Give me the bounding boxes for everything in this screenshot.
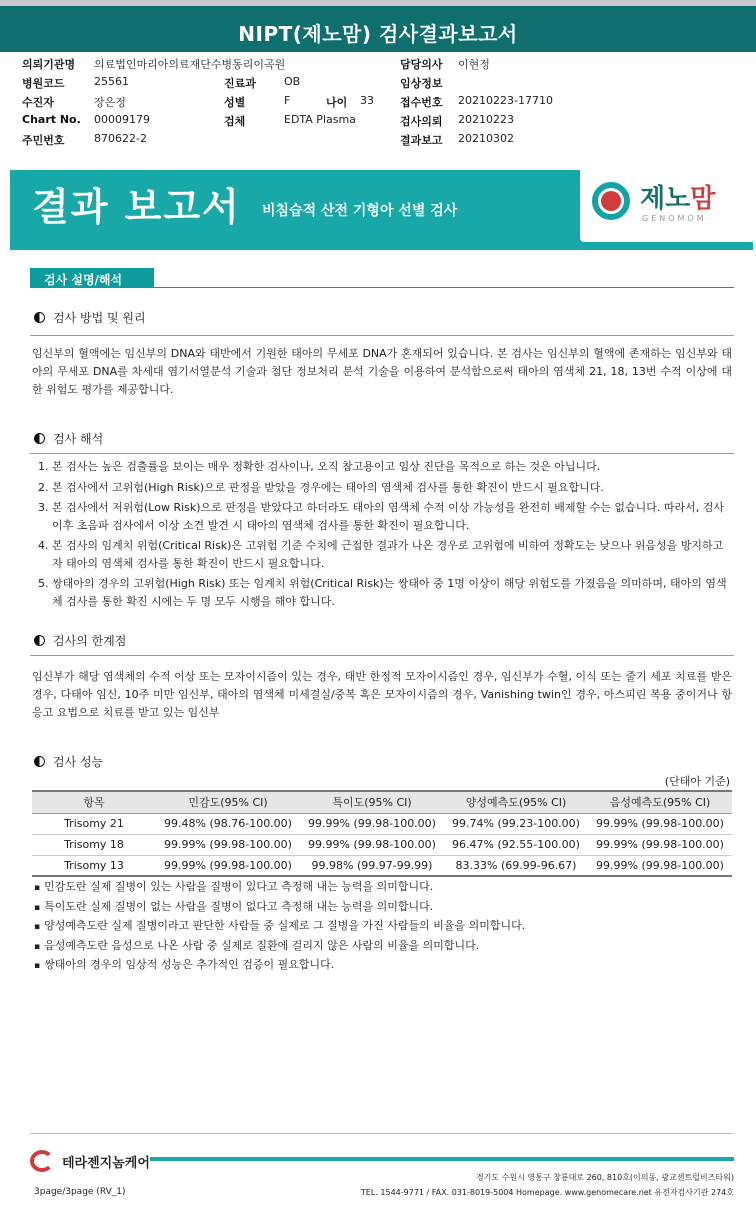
col-specificity: 특이도(95% CI) bbox=[300, 791, 444, 813]
table-cell: 99.99% (99.98-100.00) bbox=[300, 813, 444, 834]
logo-text-part1: 제노 bbox=[640, 184, 691, 214]
hospital-code-label: 병원코드 bbox=[22, 77, 65, 90]
banner-subtitle: 비침습적 산전 기형아 선별 검사 bbox=[262, 203, 458, 219]
company-g-icon bbox=[30, 1150, 54, 1172]
limits-text: 임신부가 해당 염색체의 수적 이상 또는 모자이시즘이 있는 경우, 태반 한정적 모자이시즘인 경우, 임신부가 수혈, 이식 또는 줄기 세포 치료를 받은 경우, 다태아 임신, 10주 미만 임신부, 태아의 염색체 미세결실/중복 혹은 모자이시즘의 경우, Vanishing twin인 경우, 아스피린 복용 중이거나 항 응고 요법으로 치료를 받고 있는 임신부 bbox=[32, 670, 732, 719]
table-cell: Trisomy 21 bbox=[32, 813, 156, 834]
table-cell: Trisomy 18 bbox=[32, 834, 156, 855]
resident-label: 주민번호 bbox=[22, 134, 65, 147]
performance-heading bbox=[34, 753, 103, 770]
limits-rule bbox=[30, 655, 734, 656]
col-sensitivity: 민감도(95% CI) bbox=[156, 791, 300, 813]
banner-title: 결과 보고서 bbox=[32, 185, 241, 229]
institution-label: 의뢰기관명 bbox=[22, 58, 76, 71]
specimen-label: 검체 bbox=[224, 115, 246, 128]
performance-notes bbox=[34, 878, 734, 976]
note-item: ▪ 음성예측도란 음성으로 나온 사람 중 실제로 질환에 걸리지 않은 사람의 비율을 의미합니다. bbox=[34, 937, 734, 957]
note-item: ▪ 양성예측도란 실제 질병이라고 판단한 사람들 중 실제로 그 질병을 가진 사람들의 비율을 의미합니다. bbox=[34, 917, 734, 937]
report-title: NIPT(제노맘) 검사결과보고서 bbox=[238, 22, 518, 46]
table-cell: 99.98% (99.97-99.99) bbox=[300, 855, 444, 876]
method-heading-text: 검사 방법 및 원리 bbox=[53, 311, 146, 325]
interpretation-item-2: 2. 본 검사에서 고위험(High Risk)으로 판정을 받았을 경우에는 태아의 염색체 검사를 통한 확진이 반드시 필요합니다. bbox=[38, 480, 604, 494]
request-label: 검사의뢰 bbox=[400, 115, 443, 128]
unit-note: (단태아 기준) bbox=[664, 775, 730, 788]
receipt-value: 20210223-17710 bbox=[458, 94, 553, 107]
table-cell: 99.99% (99.98-100.00) bbox=[588, 813, 732, 834]
section-divider bbox=[30, 287, 734, 288]
half-circle-icon bbox=[34, 635, 45, 646]
sex-value: F bbox=[284, 94, 291, 107]
table-cell: 99.99% (99.98-100.00) bbox=[300, 834, 444, 855]
logo-dot-icon bbox=[601, 191, 621, 211]
note-item: ▪ 특이도란 실제 질병이 없는 사람을 질병이 없다고 측정해 내는 능력을 의미합니다. bbox=[34, 898, 734, 918]
limits-heading bbox=[34, 632, 126, 649]
table-cell: 99.99% (99.98-100.00) bbox=[156, 834, 300, 855]
table-row bbox=[32, 813, 732, 834]
dept-value: OB bbox=[284, 75, 301, 88]
sex-label: 성별 bbox=[224, 96, 246, 109]
page-number: 3page/3page (RV_1) bbox=[34, 1187, 126, 1197]
interpretation-item-1: 1. 본 검사는 높은 검출률을 보이는 매우 정확한 검사이나, 오직 참고용이고 임상 진단을 목적으로 하는 것은 아닙니다. bbox=[38, 460, 601, 473]
result-banner bbox=[10, 170, 753, 250]
col-item: 항목 bbox=[32, 791, 156, 813]
doctor-label: 담당의사 bbox=[400, 58, 443, 71]
doctor-value: 이현정 bbox=[458, 58, 490, 71]
note-item: ▪ 민감도란 실제 질병이 있는 사람을 질병이 있다고 측정해 내는 능력을 의미합니다. bbox=[34, 878, 734, 898]
col-npv: 음성예측도(95% CI) bbox=[588, 791, 732, 813]
institution-value: 의료법인마리아의료재단수병동리이곡원 bbox=[94, 58, 286, 71]
patient-value: 장은정 bbox=[94, 96, 126, 109]
chart-value: 00009179 bbox=[94, 113, 150, 126]
note-item: ▪ 쌍태아의 경우의 임상적 성능은 추가적인 검증이 필요합니다. bbox=[34, 956, 734, 976]
table-row bbox=[32, 855, 732, 876]
method-rule bbox=[30, 335, 734, 336]
table-cell: Trisomy 13 bbox=[32, 855, 156, 876]
table-cell: 99.99% (99.98-100.00) bbox=[156, 855, 300, 876]
receipt-label: 접수번호 bbox=[400, 96, 443, 109]
request-value: 20210223 bbox=[458, 113, 514, 126]
table-header-row bbox=[32, 791, 732, 813]
footer-rule bbox=[30, 1133, 734, 1134]
chart-label: Chart No. bbox=[22, 113, 81, 126]
dept-label: 진료과 bbox=[224, 77, 256, 90]
interpretation-rule bbox=[30, 453, 734, 454]
footer-address: 경기도 수원시 영통구 창룡대로 260, 810호(이의동, 광교센트럴비즈타워) bbox=[475, 1173, 734, 1182]
patient-info bbox=[22, 56, 742, 152]
specimen-value: EDTA Plasma bbox=[284, 113, 356, 126]
logo-en: GENOMOM bbox=[642, 214, 707, 223]
performance-heading-text: 검사 성능 bbox=[53, 755, 104, 769]
method-text: 임신부의 혈액에는 임신부의 DNA와 태반에서 기원한 태아의 무세포 DNA가 혼재되어 있습니다. 본 검사는 임신부의 혈액에 존재하는 임신부와 태아의 무세포 DNA를 차세대 염기서열분석 기술과 첨단 정보처리 분석 기술을 이용하여 분석함으로써 태아의 염색체 21, 18, 13번 수적 이상에 대한 위험도 평가를 제공합니다. bbox=[32, 347, 732, 396]
interpretation-heading bbox=[34, 430, 103, 447]
col-ppv: 양성예측도(95% CI) bbox=[444, 791, 588, 813]
performance-table bbox=[32, 790, 732, 877]
interpretation-item-4: 4. 본 검사의 임계치 위험(Critical Risk)은 고위험 기준 수치에 근접한 결과가 나온 경우로 고위험에 비하여 정확도는 낮으나 위음성을 방지하고자 태아의 염색체 검사를 통한 확진이 반드시 필요합니다. bbox=[38, 539, 724, 570]
resident-value: 870622-2 bbox=[94, 132, 147, 145]
half-circle-icon bbox=[34, 433, 45, 444]
logo-text bbox=[640, 178, 715, 215]
hospital-code-value: 25561 bbox=[94, 75, 129, 88]
footer-address-block bbox=[361, 1170, 734, 1200]
report-label: 결과보고 bbox=[400, 134, 443, 147]
age-label: 나이 bbox=[326, 96, 348, 109]
section-tab: 검사 설명/해석 bbox=[30, 268, 154, 288]
interpretation-item-5: 5. 쌍태아의 경우의 고위험(High Risk) 또는 임계치 위험(Critical Risk)는 쌍태아 중 1명 이상이 해당 위험도를 가졌음을 의미하며, 태아의 염색체 검사를 통한 확진 시에는 두 명 모두 시행을 해야 합니다. bbox=[38, 577, 727, 608]
table-row bbox=[32, 834, 732, 855]
table-cell: 99.99% (99.98-100.00) bbox=[588, 855, 732, 876]
limits-heading-text: 검사의 한계점 bbox=[53, 634, 127, 648]
footer-contact: TEL. 1544-9771 / FAX. 031-8019-5004 Homepage. www.genomecare.net 유전자검사기관 274호 bbox=[360, 1188, 734, 1197]
table-cell: 83.33% (69.99-96.67) bbox=[444, 855, 588, 876]
report-header bbox=[0, 0, 756, 52]
half-circle-icon bbox=[34, 312, 45, 323]
method-heading bbox=[34, 309, 146, 326]
footer-bar bbox=[150, 1157, 734, 1161]
table-cell: 99.99% (99.98-100.00) bbox=[588, 834, 732, 855]
genomom-logo bbox=[580, 170, 756, 242]
half-circle-icon bbox=[34, 756, 45, 767]
patient-label: 수진자 bbox=[22, 96, 54, 109]
report-value: 20210302 bbox=[458, 132, 514, 145]
interpretation-list bbox=[38, 458, 730, 613]
table-cell: 99.48% (98.76-100.00) bbox=[156, 813, 300, 834]
table-cell: 99.74% (99.23-100.00) bbox=[444, 813, 588, 834]
clinical-label: 임상정보 bbox=[400, 77, 443, 90]
logo-text-part2: 맘 bbox=[690, 184, 716, 214]
interpretation-heading-text: 검사 해석 bbox=[53, 432, 104, 446]
table-cell: 96.47% (92.55-100.00) bbox=[444, 834, 588, 855]
interpretation-item-3: 3. 본 검사에서 저위험(Low Risk)으로 판정을 받았다고 하더라도 태아의 염색체 수적 이상 가능성을 완전히 배제할 수는 없습니다. 따라서, 검사 이후 초음파 검사에서 이상 소견 발견 시 태아의 염색체 검사를 통한 확진이 필요합니다. bbox=[38, 501, 725, 532]
company-name: 테라젠지놈케어 bbox=[62, 1156, 150, 1171]
age-value: 33 bbox=[360, 94, 374, 107]
